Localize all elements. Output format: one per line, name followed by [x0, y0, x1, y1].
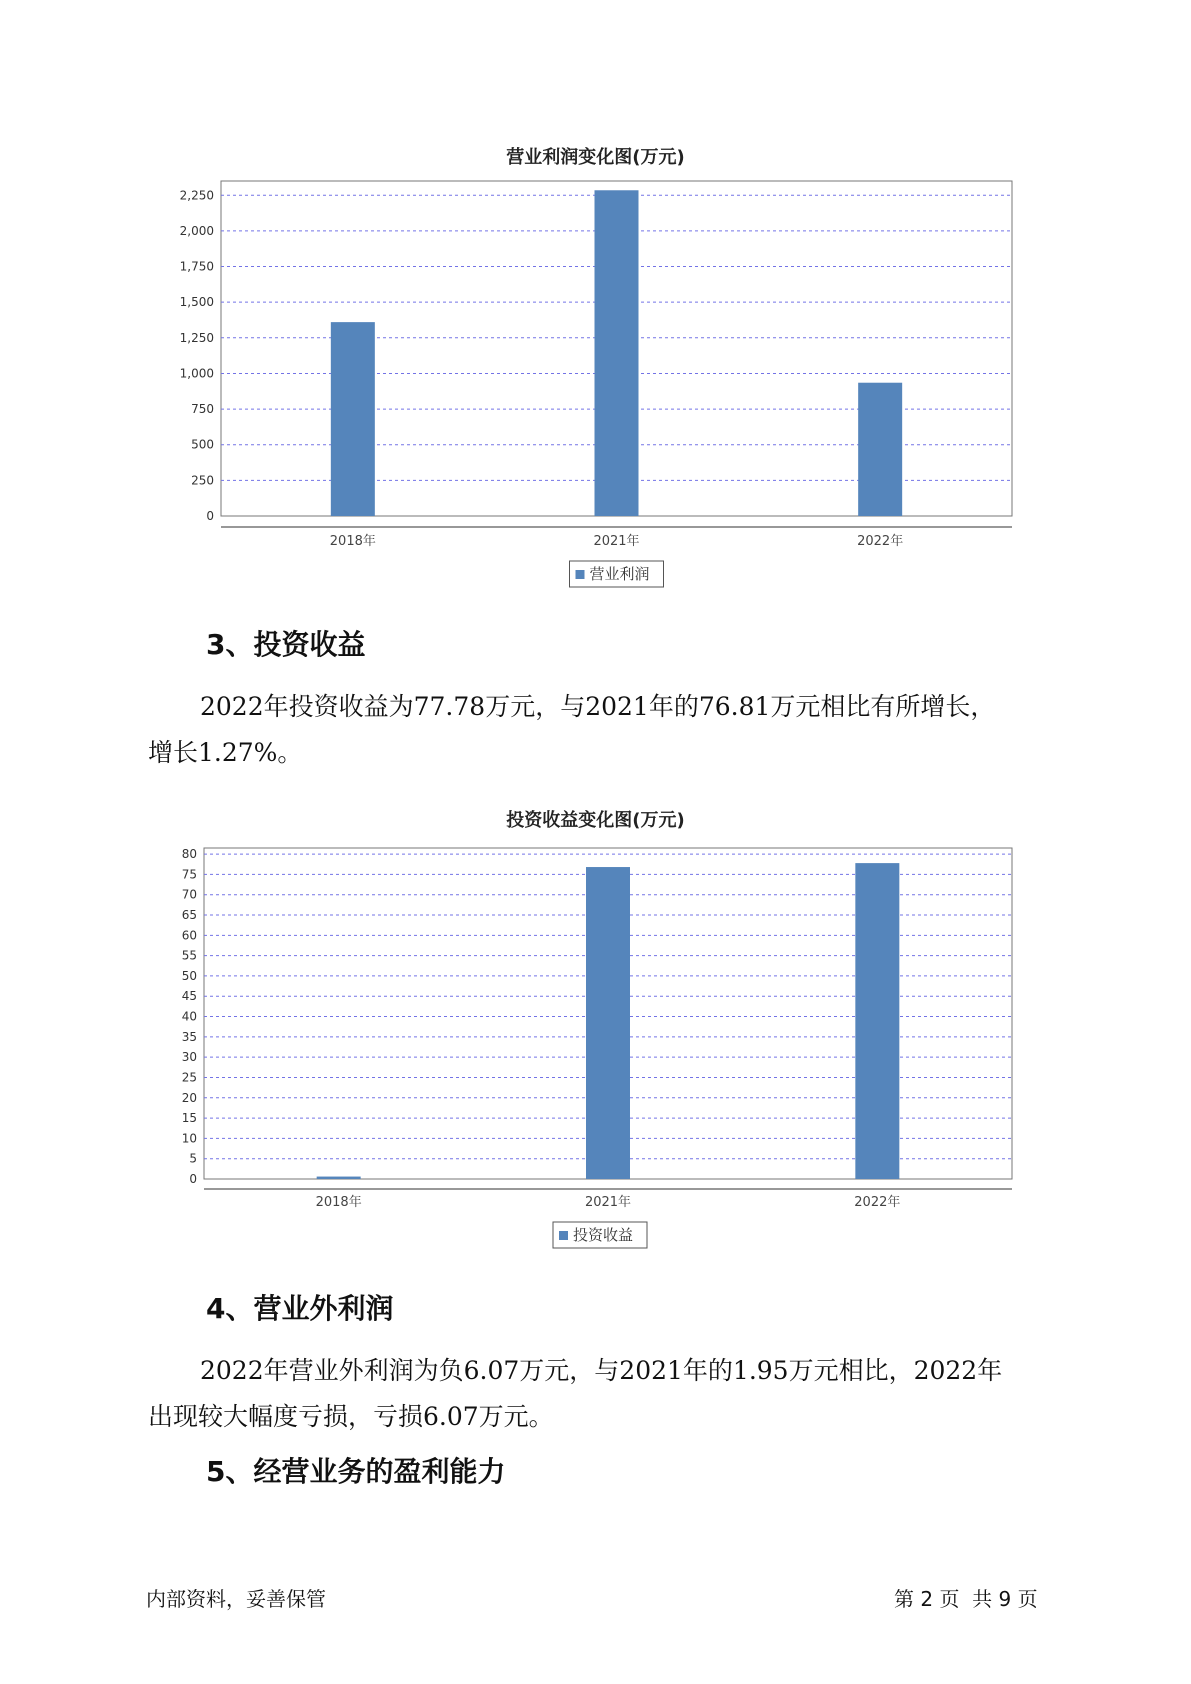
y-tick-label: 20 — [181, 1090, 197, 1105]
y-tick-label: 250 — [191, 473, 214, 488]
y-tick-label: 2,250 — [179, 188, 214, 203]
y-tick-label: 35 — [181, 1029, 197, 1044]
bar-2021年 — [586, 867, 630, 1179]
x-category-label: 2022年 — [854, 1195, 901, 1210]
x-category-label: 2021年 — [593, 534, 640, 549]
y-tick-label: 5 — [189, 1151, 197, 1166]
y-tick-label: 75 — [181, 867, 197, 882]
y-tick-label: 10 — [181, 1131, 197, 1146]
section-3-line-2: 增长1.27%。 — [148, 738, 303, 767]
footer-page-number: 第 2 页 共 9 页 — [894, 1587, 1038, 1611]
y-tick-label: 15 — [181, 1111, 197, 1126]
y-tick-label: 1,500 — [179, 295, 214, 310]
y-tick-label: 65 — [181, 908, 197, 923]
x-category-label: 2018年 — [315, 1195, 362, 1210]
section-3-line-1: 2022年投资收益为77.78万元，与2021年的76.81万元相比有所增长， — [200, 692, 996, 721]
y-tick-label: 80 — [181, 847, 197, 862]
y-tick-label: 0 — [189, 1172, 197, 1186]
chart-title-operating-profit: 营业利润变化图(万元) — [506, 147, 685, 168]
y-tick-label: 750 — [191, 402, 214, 417]
legend-label: 投资收益 — [573, 1226, 634, 1244]
footer-confidential-note: 内部资料，妥善保管 — [146, 1587, 326, 1611]
x-category-label: 2018年 — [329, 534, 376, 549]
bar-2022年 — [855, 863, 899, 1179]
y-tick-label: 0 — [206, 509, 214, 523]
y-tick-label: 1,750 — [179, 259, 214, 274]
y-tick-label: 500 — [191, 437, 214, 452]
y-tick-label: 50 — [181, 968, 197, 983]
y-tick-label: 30 — [181, 1050, 197, 1065]
legend-swatch — [559, 1231, 568, 1240]
section-4-heading: 4、营业外利润 — [206, 1292, 394, 1325]
x-category-label: 2022年 — [857, 534, 904, 549]
section-3-heading: 3、投资收益 — [206, 628, 366, 661]
section-5-heading: 5、经营业务的盈利能力 — [206, 1455, 506, 1488]
y-tick-label: 45 — [181, 989, 197, 1004]
legend — [553, 1222, 647, 1248]
y-tick-label: 60 — [181, 928, 197, 943]
y-tick-label: 1,250 — [179, 330, 214, 345]
legend-label: 营业利润 — [589, 565, 650, 583]
section-4-line-2: 出现较大幅度亏损，亏损6.07万元。 — [148, 1402, 554, 1431]
bar-2018年 — [317, 1177, 361, 1179]
y-tick-label: 1,000 — [179, 366, 214, 381]
section-4-line-1: 2022年营业外利润为负6.07万元，与2021年的1.95万元相比，2022年 — [200, 1356, 1003, 1385]
y-tick-label: 25 — [181, 1070, 197, 1085]
y-tick-label: 55 — [181, 948, 197, 963]
section-4-paragraph — [148, 1348, 1048, 1440]
y-tick-label: 70 — [181, 887, 197, 902]
y-tick-label: 2,000 — [179, 223, 214, 238]
x-category-label: 2021年 — [584, 1195, 632, 1210]
y-tick-label: 40 — [181, 1009, 197, 1024]
chart-title-investment-income: 投资收益变化图(万元) — [506, 810, 685, 831]
